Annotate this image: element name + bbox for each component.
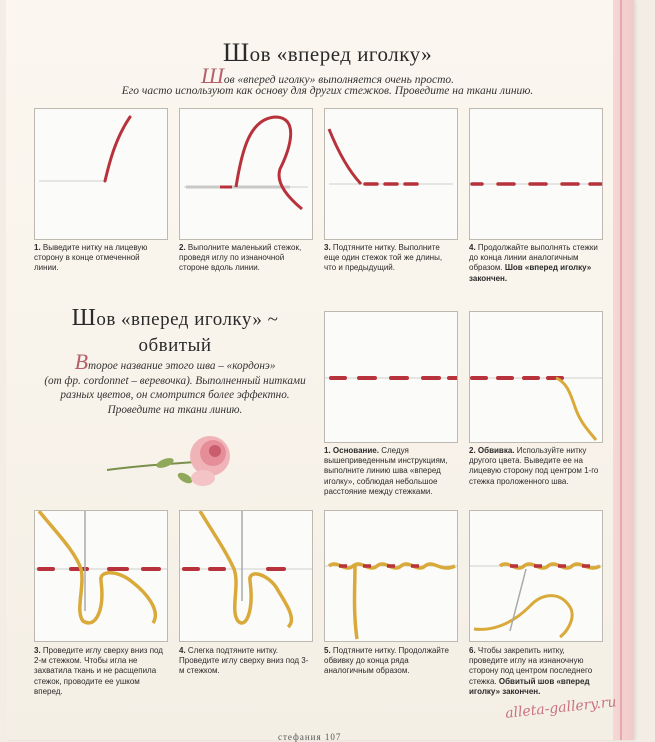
step-b2-photo (469, 311, 603, 443)
page-edge-decoration (613, 0, 634, 740)
intro-line-2: Его часто используют как основу для других стежков. Проведите на ткани линию. (121, 85, 534, 97)
step-2-caption: 2. Выполните маленький стежок, проведя иглу по изнаночной стороне вдоль линии. (179, 243, 302, 273)
step-b5-photo (324, 510, 458, 642)
step-b2-caption: 2. Обвивка. Используйте нитку другого цвета. Выведите ее на лицевую сторону под центром 1-го стежка проложенного шва. (469, 446, 599, 486)
footer-page-number: стефания 107 (278, 732, 342, 742)
step-2-photo (179, 108, 313, 240)
step-b6-photo (469, 510, 603, 642)
step-b5-caption: 5. Подтяните нитку. Продолжайте обвивку до конца ряда аналогичным образом. (324, 646, 449, 676)
step-3-caption: 3. Подтяните нитку. Выполните еще один стежок той же длины, что и предыдущий. (324, 243, 443, 273)
step-b3-caption: 3. Проведите иглу сверху вниз под 2-м стежком. Чтобы игла не захватила ткань и не расщепила стежок, проводите ее ушком вперед. (34, 646, 163, 696)
step-1-photo (34, 108, 168, 240)
step-b6-caption: 6. Чтобы закрепить нитку, проведите иглу на изнаночную сторону под центром последнего стежка. Обвитый шов «вперед иголку» закончен. (469, 646, 593, 696)
page-edge-line (620, 0, 622, 740)
step-b4-photo (179, 510, 313, 642)
step-1-caption: 1. Выведите нитку на лицевую сторону в конце отмеченной линии. (34, 243, 148, 273)
step-4-photo (469, 108, 603, 240)
step-b1-photo (324, 311, 458, 443)
step-b3-photo (34, 510, 168, 642)
step-4-caption: 4. Продолжайте выполнять стежки до конца линии аналогичным образом. Шов «вперед иголку» закончен. (469, 243, 598, 283)
step-3-photo (324, 108, 458, 240)
step-b1-caption: 1. Основание. Следуя вышеприведенным инструкциям, выполните линию шва «вперед иголку», соблюдая небольшое расстояние между стежками. (324, 446, 448, 496)
watermark: alleta-gallery.ru (504, 694, 618, 722)
section-2-intro: Второе название этого шва – «кордонэ» (от фр. cordonnet – веревочка). Выполненный нитками разных цветов, он смотрится более эффектно. Проведите на ткани линию. (44, 349, 306, 416)
intro-line-1: Шов «вперед иголку» выполняется очень просто. (200, 63, 455, 88)
step-b4-caption: 4. Слегка подтяните нитку. Проведите иглу сверху вниз под 3-м стежком. (179, 646, 309, 676)
page-title: Шов «вперед иголку» (222, 38, 433, 67)
section-2-title: Шов «вперед иголку» ~ обвитый (71, 305, 279, 356)
rose-decoration (105, 418, 245, 503)
